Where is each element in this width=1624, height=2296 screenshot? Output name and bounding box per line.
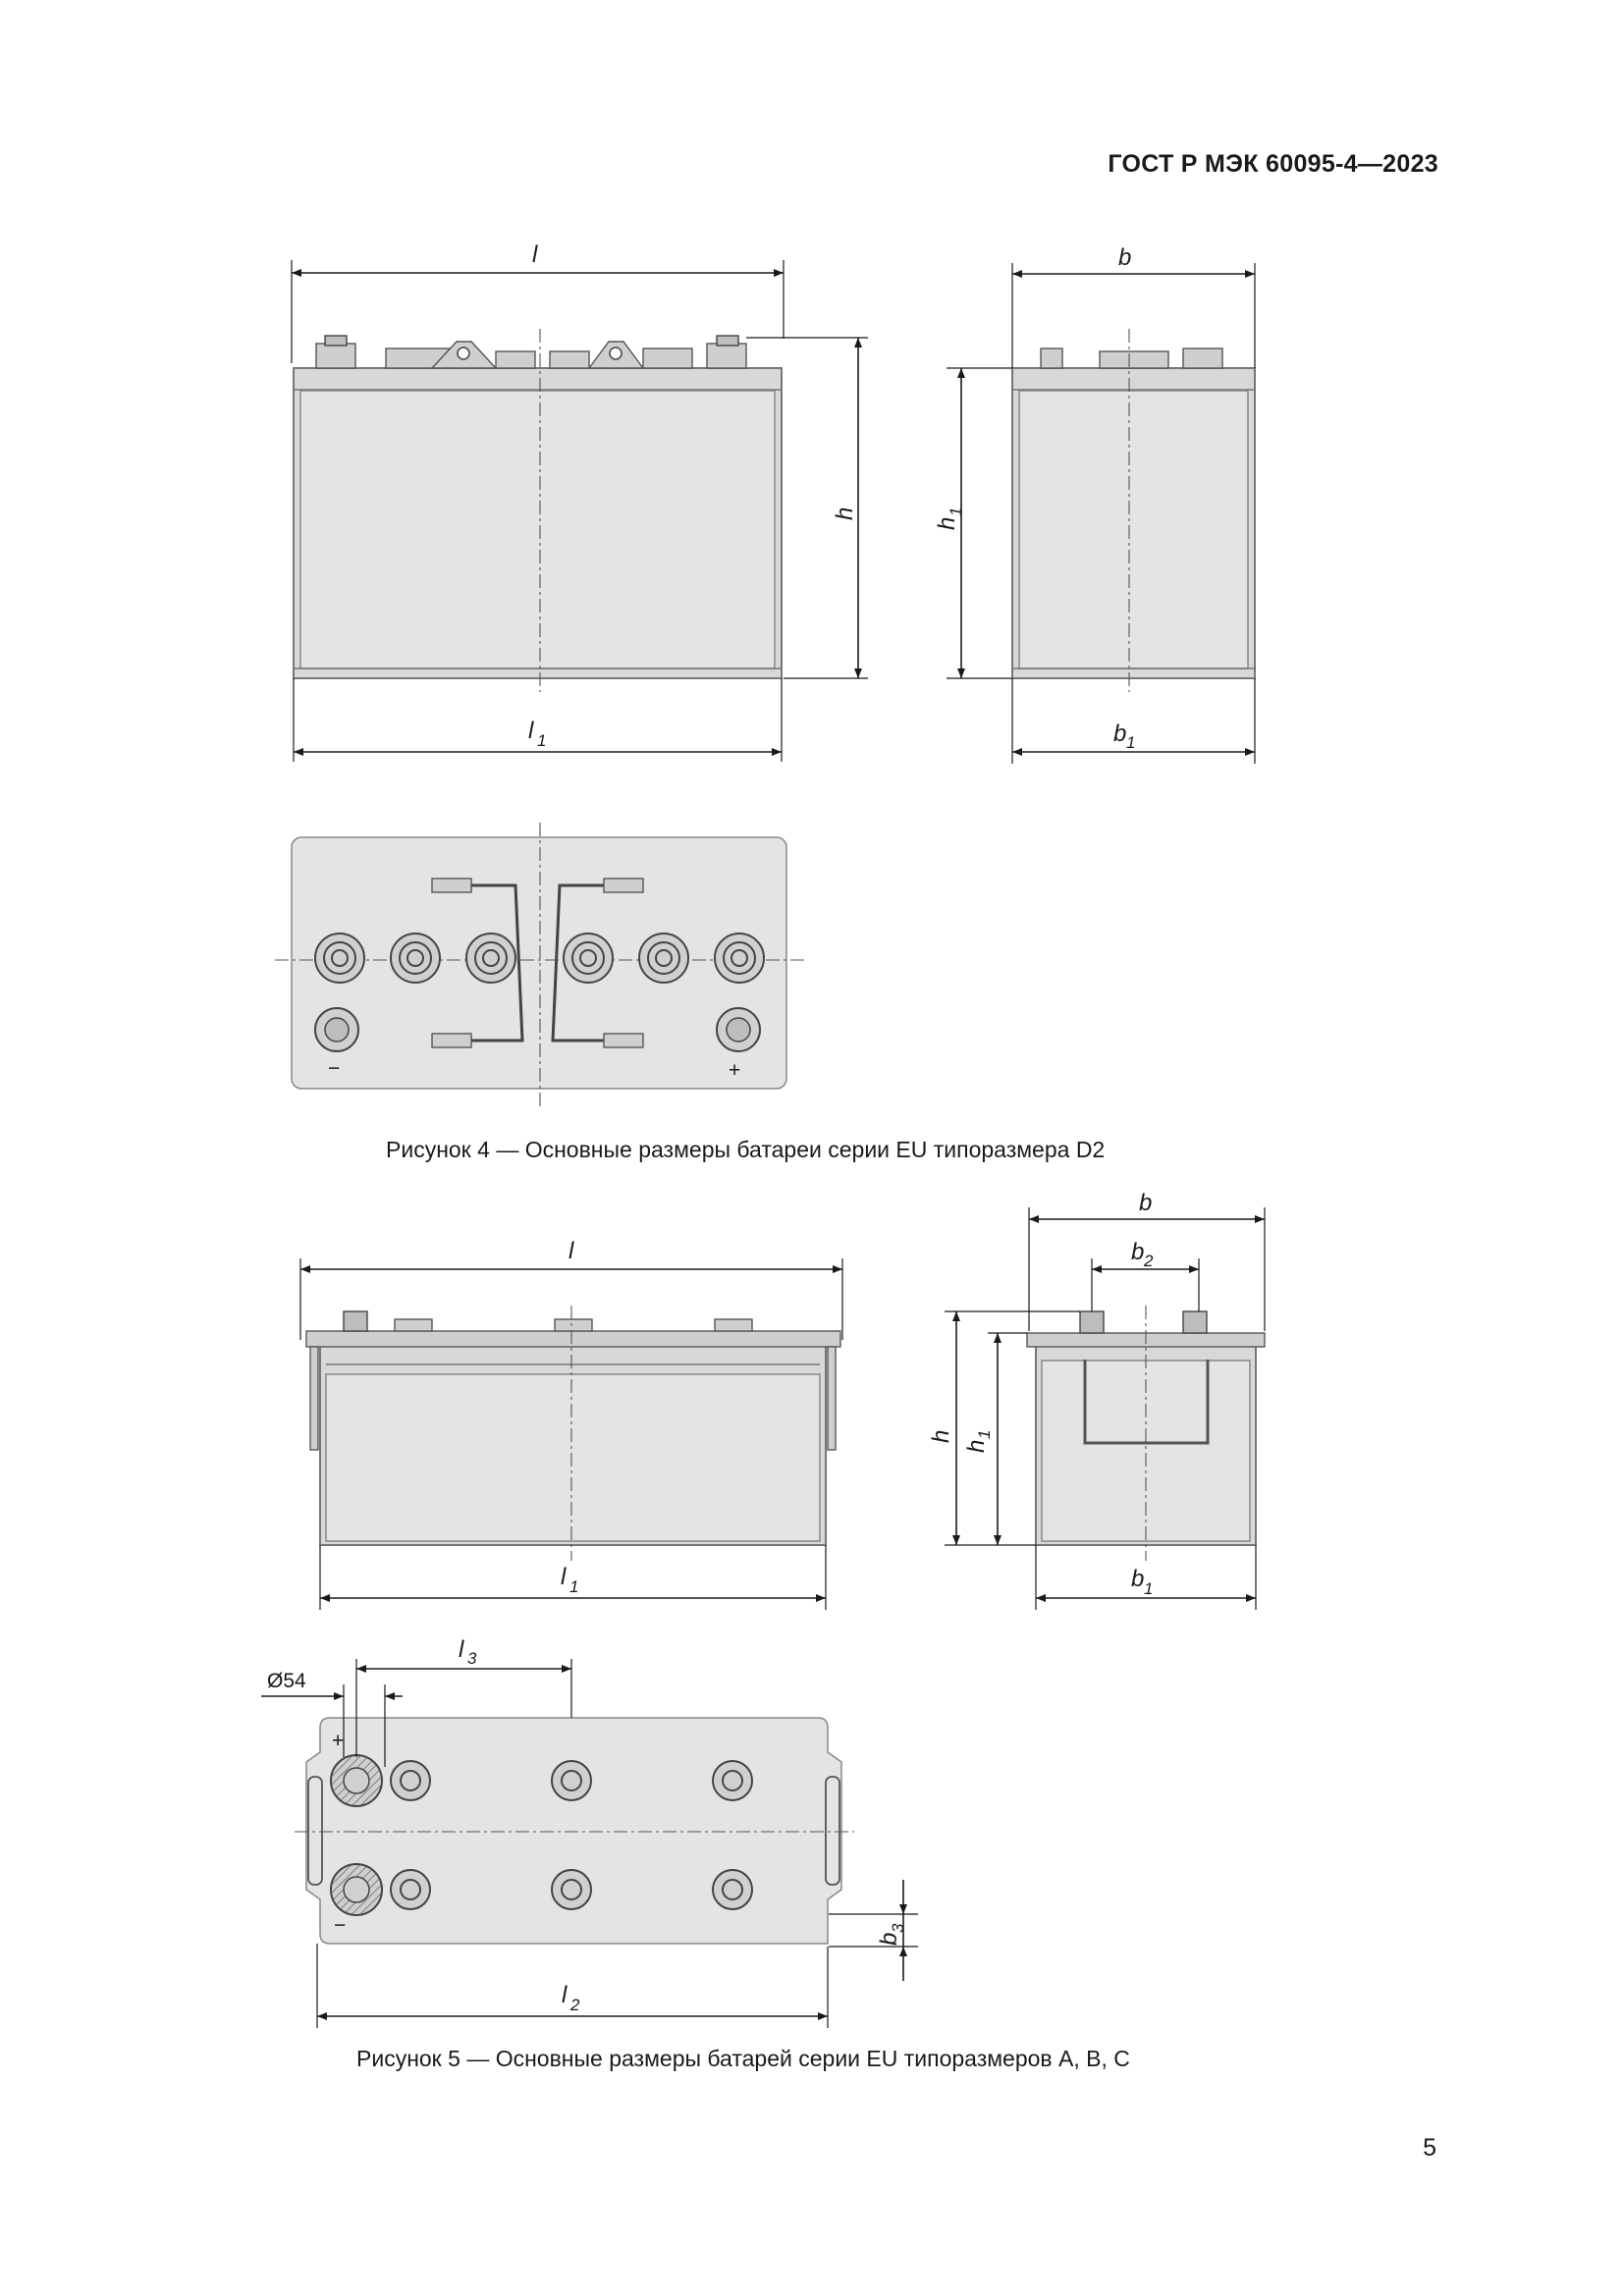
dim-label-h: h: [832, 507, 858, 520]
fig4-dim-l1: [294, 678, 782, 762]
fig5-dim-label-h1-sub: 1: [975, 1429, 994, 1439]
dim-label-h1: h: [934, 516, 960, 530]
fig5-negative-mark: −: [334, 1914, 347, 1937]
document-header: ГОСТ Р МЭК 60095-4—2023: [1108, 150, 1438, 178]
fig5-dim-label-l: l: [568, 1238, 574, 1264]
dim-label-h1-sub: 1: [947, 507, 965, 516]
fig5-positive-mark: +: [332, 1730, 345, 1752]
dim-label-b1-sub: 1: [1126, 733, 1136, 752]
fig5-dim-label-b2: b: [1131, 1239, 1145, 1265]
fig4-top-view: [275, 823, 805, 1107]
fig4-dim-h1: [934, 368, 1012, 678]
fig5-dim-label-l1: l: [561, 1564, 567, 1590]
fig5-dim-label-l3-sub: 3: [467, 1649, 477, 1668]
dim-label-l1-sub: 1: [537, 731, 547, 750]
page-number: 5: [1423, 2134, 1436, 2162]
fig5-top-view: [295, 1718, 854, 1944]
fig4-positive-mark: +: [729, 1059, 741, 1082]
fig5-dim-label-l1-sub: 1: [569, 1577, 579, 1596]
figure5-caption: Рисунок 5 — Основные размеры батарей серии EU типоразмеров A, B, C: [356, 2046, 1130, 2071]
fig4-negative-mark: −: [328, 1057, 341, 1080]
fig5-dim-h1: [963, 1333, 1027, 1545]
dim-label-l1: l: [528, 718, 534, 744]
fig5-dim-label-b: b: [1139, 1190, 1153, 1216]
fig5-dim-label-diameter: Ø54: [267, 1670, 306, 1692]
fig5-dim-label-h1: h: [963, 1439, 990, 1453]
dim-label-b: b: [1118, 244, 1132, 271]
fig5-dim-label-b3: b: [876, 1932, 902, 1946]
fig5-dim-label-l3: l: [459, 1636, 464, 1663]
fig5-dim-l2: [317, 1944, 828, 2028]
fig5-dim-label-b2-sub: 2: [1144, 1252, 1154, 1270]
fig5-dim-label-h: h: [928, 1429, 954, 1443]
figure4-caption: Рисунок 4 — Основные размеры батареи серии EU типоразмера D2: [386, 1137, 1106, 1162]
fig5-dim-label-l2-sub: 2: [570, 1996, 580, 2014]
fig5-dim-label-b3-sub: 3: [889, 1923, 907, 1933]
fig5-dim-b3: [829, 1880, 918, 1981]
dim-label-l: l: [532, 241, 538, 268]
fig5-dim-b2: [1092, 1239, 1199, 1311]
fig5-front-view: [306, 1306, 840, 1561]
fig5-dim-l1: [320, 1545, 826, 1610]
dim-label-b1: b: [1113, 721, 1127, 747]
fig5-side-view: [1027, 1306, 1265, 1561]
fig5-dim-label-b1-sub: 1: [1144, 1579, 1154, 1598]
fig5-dim-label-b1: b: [1131, 1566, 1145, 1592]
fig4-front-view: [294, 329, 782, 692]
fig5-dim-label-l2: l: [562, 1982, 568, 2008]
fig4-dim-b1: [1012, 678, 1255, 764]
fig4-side-view: [1012, 329, 1255, 692]
